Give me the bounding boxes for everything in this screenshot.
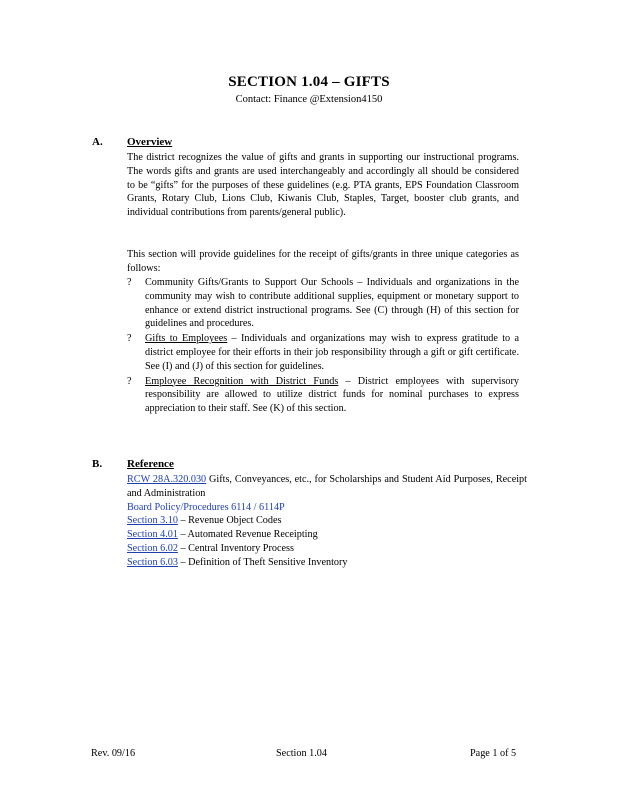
contact-line: Contact: Finance @Extension4150 [235,94,383,105]
bullet-text: – District employees with supervisory responsibility are allowed to utilize district funds for nominal purchases to express appreciation to their staff. See (K) of this section. [145,375,519,415]
page-title: SECTION 1.04 – GIFTS [228,74,390,90]
bullet-title: Gifts to Employees [145,333,228,345]
bullet-icon: ? [127,277,132,288]
section-b-heading: Reference [127,458,174,470]
categories-intro-text: This section will provide guidelines for the receipt of gifts/grants in three unique categories as follows: [127,249,519,274]
bullet-text: – Individuals and organizations may wish to express gratitude to a district employee for their efforts in their job responsibility through a gift or gift certificate. See (I) and (J) of this section for guidelines. [145,333,519,372]
section-b-letter: B. [92,458,103,470]
reference-item [127,556,527,570]
category-list [127,276,519,416]
reference-link[interactable]: Section 4.01 [127,529,178,541]
bullet-icon: ? [127,375,132,387]
overview-text: The district recognizes the value of gifts and grants in supporting our instructional programs. The words gifts and grants are used interchangeably and accordingly all should be considered to be “gifts” for the purposes of these guidelines (e.g. PTA grants, EPS Foundation Classroom Grants, Rotary Club, Lions Club, Kiwanis Club, Staples, Target, booster club grants, and individual contributions from parents/general public). [127,152,519,219]
footer-revision: Rev. 09/16 [91,748,136,759]
reference-item [127,501,527,515]
reference-item [127,473,527,501]
reference-text: – Central Inventory Process [177,542,294,554]
bullet-title: Employee Recognition with District Funds [145,375,339,387]
reference-link[interactable]: RCW 28A.320.030 [127,474,207,485]
overview-paragraph [127,151,519,220]
bullet-icon: ? [127,333,132,345]
footer-page-number: Page 1 of 5 [470,748,517,759]
bullet-title: Community Gifts/Grants to Support Our Schools [145,277,354,288]
reference-item [127,514,527,528]
reference-text: – Definition of Theft Sensitive Inventory [177,556,348,568]
list-item [127,276,519,331]
reference-item [127,542,527,556]
section-a-letter: A. [92,136,103,148]
reference-link[interactable]: Section 3.10 [127,515,178,527]
section-a-heading: Overview [127,136,173,148]
reference-text: 6114 / 6114P [228,501,285,513]
bullet-text: – Individuals and organizations in the community may wish to contribute additional supplies, equipment or monetary support to enhance or extend district instructional programs. See (C) through (H) of this section for guidelines and procedures. [145,277,520,330]
reference-list [127,473,527,570]
reference-link[interactable]: Section 6.03 [127,556,178,568]
footer-section: Section 1.04 [276,748,327,759]
reference-text: – Revenue Object Codes [177,515,282,527]
list-item [127,332,519,373]
reference-item [127,528,527,542]
list-item [127,375,519,416]
reference-link[interactable]: Board Policy/Procedures [127,501,229,513]
reference-text: – Automated Revenue Receipting [177,529,318,541]
reference-link[interactable]: Section 6.02 [127,542,178,554]
categories-intro [127,248,519,276]
reference-text: Gifts, Conveyances, etc., for Scholarships and Student Aid Purposes, Receipt and Administration [127,474,527,499]
